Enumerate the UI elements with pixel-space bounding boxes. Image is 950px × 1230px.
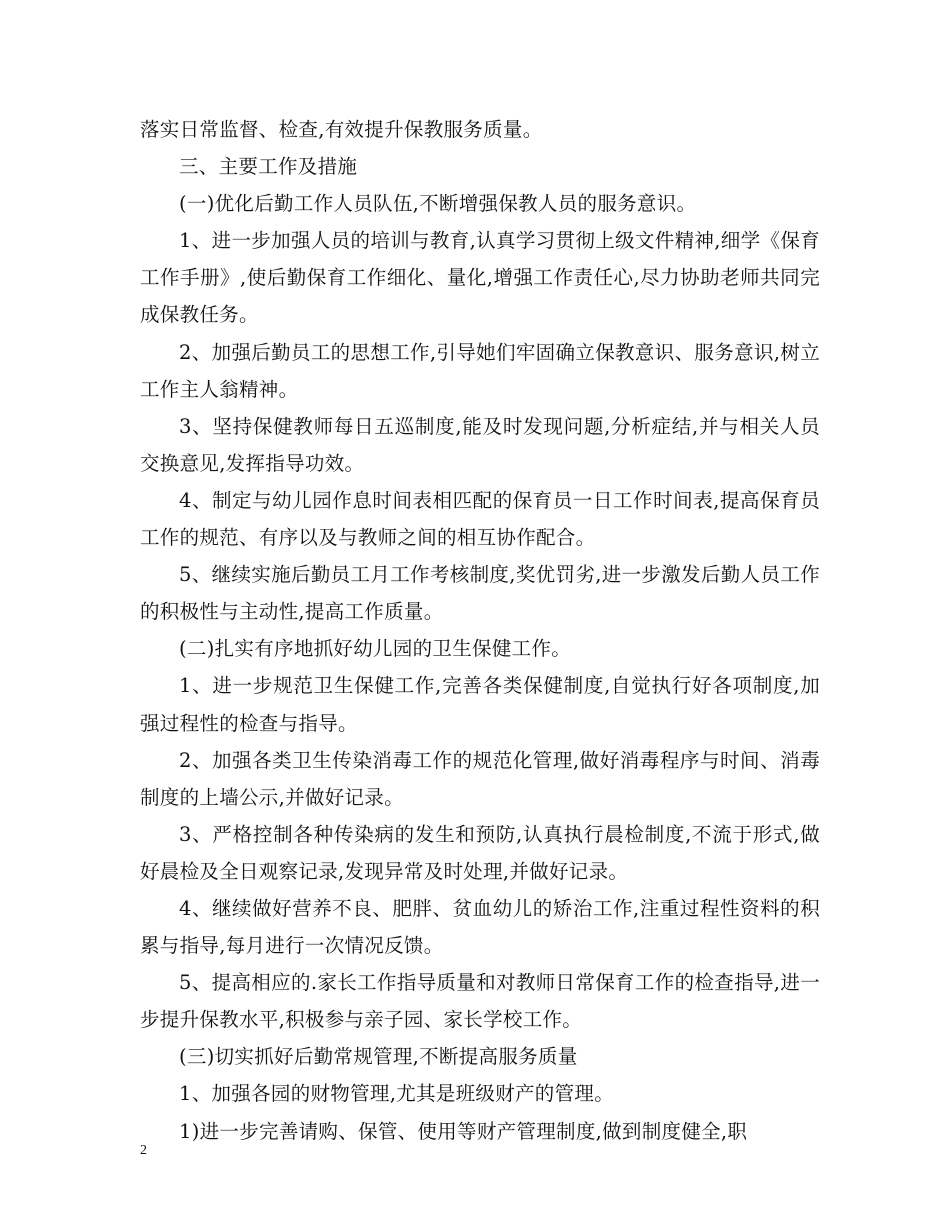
document-body [140, 111, 820, 1150]
paragraph: 5、提高相应的.家长工作指导质量和对教师日常保育工作的检查指导,进一步提升保教水平,积极参与亲子园、家长学校工作。 [140, 971, 820, 1032]
subsection-heading-3: (三)切实抓好后勤常规管理,不断提高服务质量 [179, 1045, 578, 1069]
page-number: 2 [140, 1143, 147, 1158]
paragraph: 2、加强后勤员工的思想工作,引导她们牢固确立保教意识、服务意识,树立工作主人翁精神。 [140, 340, 820, 401]
subsection-heading-2: (二)扎实有序地抓好幼儿园的卫生保健工作。 [179, 637, 572, 661]
paragraph: 5、继续实施后勤员工月工作考核制度,奖优罚劣,进一步激发后勤人员工作的积极性与主动性,提高工作质量。 [140, 563, 820, 624]
paragraph: 1、加强各园的财物管理,尤其是班级财产的管理。 [179, 1082, 615, 1106]
paragraph: 1、进一步加强人员的培训与教育,认真学习贯彻上级文件精神,细学《保育工作手册》,使后勤保育工作细化、量化,增强工作责任心,尽力协助老师共同完成保教任务。 [140, 229, 820, 327]
section-heading-main-tasks: 三、主要工作及措施 [179, 155, 358, 179]
paragraph-continuation: 落实日常监督、检查,有效提升保教服务质量。 [140, 118, 543, 141]
subsection-heading-1: (一)优化后勤工作人员队伍,不断增强保教人员的服务意识。 [179, 192, 697, 216]
paragraph: 2、加强各类卫生传染消毒工作的规范化管理,做好消毒程序与时间、消毒制度的上墙公示,并做好记录。 [140, 748, 820, 809]
paragraph: 3、坚持保健教师每日五巡制度,能及时发现问题,分析症结,并与相关人员交换意见,发挥指导功效。 [140, 414, 820, 475]
paragraph: 1)进一步完善请购、保管、使用等财产管理制度,做到制度健全,职 [179, 1119, 748, 1143]
paragraph: 4、制定与幼儿园作息时间表相匹配的保育员一日工作时间表,提高保育员工作的规范、有序以及与教师之间的相互协作配合。 [140, 488, 820, 550]
paragraph: 4、继续做好营养不良、肥胖、贫血幼儿的矫治工作,注重过程性资料的积累与指导,每月进行一次情况反馈。 [140, 896, 820, 958]
paragraph: 3、严格控制各种传染病的发生和预防,认真执行晨检制度,不流于形式,做好晨检及全日观察记录,发现异常及时处理,并做好记录。 [140, 822, 820, 883]
paragraph: 1、进一步规范卫生保健工作,完善各类保健制度,自觉执行好各项制度,加强过程性的检查与指导。 [140, 674, 820, 735]
